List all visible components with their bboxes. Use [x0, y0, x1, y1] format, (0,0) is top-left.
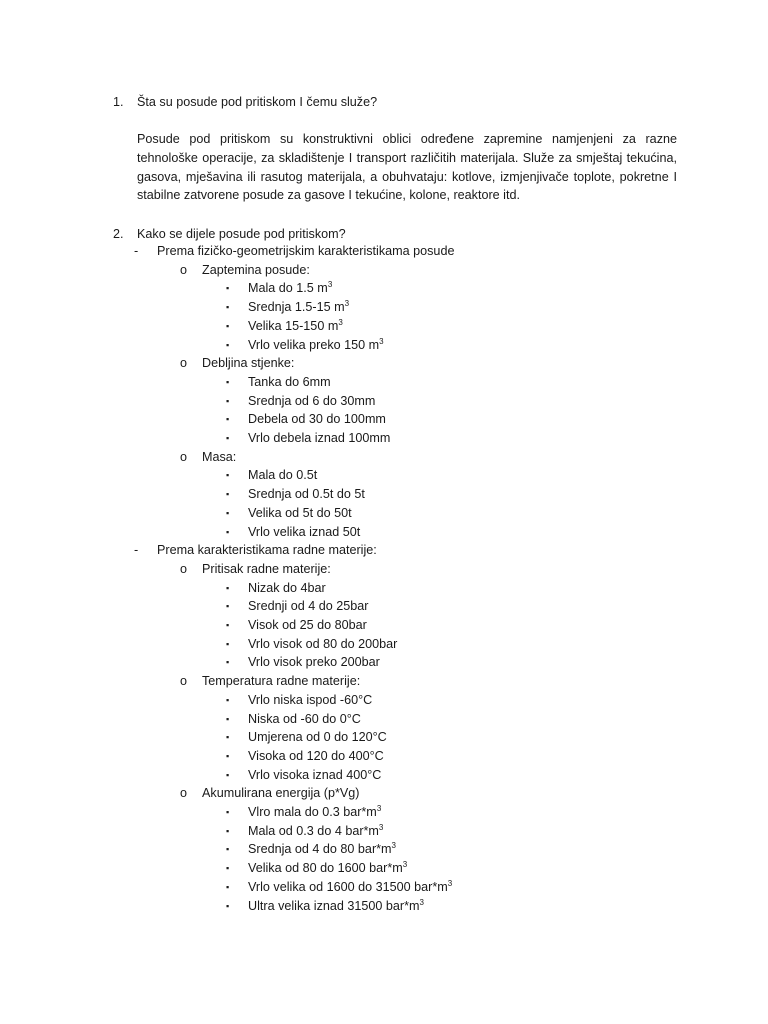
outline-label: Srednja od 6 do 30mm: [248, 393, 376, 408]
outline-text: [248, 710, 361, 729]
square-bullet: ▪: [226, 601, 230, 612]
outline-label: Velika 15-150 m: [248, 318, 339, 333]
outline-label: Masa:: [202, 449, 237, 464]
circle-bullet: o: [180, 356, 188, 371]
outline-text: [248, 822, 383, 841]
square-bullet: ▪: [226, 620, 230, 630]
superscript: 3: [378, 822, 384, 832]
square-bullet: ▪: [226, 732, 230, 743]
square-bullet: ▪: [226, 694, 230, 705]
outline-text: [248, 878, 452, 897]
outline-label: Debela od 30 do 100mm: [248, 412, 386, 427]
square-bullet: ▪: [226, 582, 230, 593]
outline-label: Visok od 25 do 80bar: [248, 618, 367, 632]
superscript: 3: [447, 878, 453, 888]
outline-text: [248, 485, 365, 504]
square-bullet: ▪: [226, 844, 230, 855]
square-bullet: ▪: [226, 376, 230, 387]
question-text: Šta su posude pod pritiskom I čemu služe?: [137, 95, 378, 109]
square-bullet: ▪: [226, 395, 230, 406]
outline-label: Zaptemina posude:: [202, 262, 310, 277]
outline-text: [202, 672, 360, 691]
superscript: 3: [379, 336, 384, 346]
outline-text: [157, 541, 377, 560]
outline-text: [202, 784, 360, 803]
superscript: 3: [338, 317, 343, 327]
square-bullet: ▪: [226, 414, 230, 425]
outline-text: [248, 298, 349, 317]
square-bullet: ▪: [226, 769, 230, 780]
square-bullet: ▪: [226, 881, 230, 892]
square-bullet: ▪: [226, 713, 230, 724]
outline-label: Vrlo velika od 1600 do 31500 bar*m: [248, 879, 448, 894]
square-bullet: ▪: [226, 638, 230, 649]
outline-text: [248, 392, 375, 411]
square-bullet: ▪: [226, 283, 230, 294]
outline-text: [248, 317, 343, 336]
square-bullet: ▪: [226, 339, 230, 350]
outline-label: Mala od 0.3 do 4 bar*m: [248, 823, 379, 838]
outline-label: Vrlo niska ispod -60°C: [248, 692, 373, 707]
outline-text: [248, 691, 372, 710]
square-bullet: ▪: [226, 489, 230, 500]
outline-text: [202, 261, 310, 280]
outline-label: Velika od 5t do 50t: [248, 505, 352, 520]
outline-label: Pritisak radne materije:: [202, 561, 331, 576]
outline-text: [248, 279, 332, 298]
outline-label: Prema karakteristikama radne materije:: [157, 543, 377, 558]
outline-text: [248, 766, 381, 785]
outline-label: Vrlo velika preko 150 m: [248, 337, 380, 352]
outline-text: [248, 747, 384, 766]
outline-text: [248, 616, 367, 635]
outline-text: [248, 504, 352, 523]
square-bullet: ▪: [226, 302, 230, 313]
outline-label: Nizak do 4bar: [248, 580, 326, 595]
outline-text: [202, 354, 294, 373]
outline-text: [248, 653, 380, 672]
square-bullet: ▪: [226, 900, 230, 911]
outline-text: [248, 803, 381, 822]
question-text: Kako se dijele posude pod pritiskom?: [137, 227, 346, 241]
outline-label: Vrlo visok od 80 do 200bar: [248, 636, 398, 651]
outline-text: [202, 448, 236, 467]
circle-bullet: o: [180, 561, 188, 576]
dash-bullet: -: [134, 543, 139, 558]
outline-label: Niska od -60 do 0°C: [248, 711, 361, 726]
outline-text: [248, 523, 360, 542]
outline-text: [248, 410, 386, 429]
outline-label: Tanka do 6mm: [248, 374, 331, 389]
outline-label: Vrlo velika iznad 50t: [248, 524, 361, 539]
outline-text: [248, 336, 384, 355]
circle-bullet: o: [180, 786, 188, 801]
outline-label: Temperatura radne materije:: [202, 674, 361, 689]
outline-label: Velika od 80 do 1600 bar*m: [248, 861, 403, 876]
outline-label: Srednja od 4 do 80 bar*m: [248, 842, 392, 857]
outline-label: Prema fizičko-geometrijskim karakteristikama posude: [157, 244, 455, 258]
outline-label: Vrlo visoka iznad 400°C: [248, 767, 382, 782]
outline-label: Mala do 0.5t: [248, 468, 318, 483]
square-bullet: ▪: [226, 657, 230, 668]
outline-text: [248, 728, 387, 747]
outline-text: [248, 373, 331, 392]
outline-label: Srednji od 4 do 25bar: [248, 599, 369, 614]
superscript: 3: [402, 860, 408, 870]
outline-label: Umjerena od 0 do 120°C: [248, 730, 387, 745]
answer-paragraph: Posude pod pritiskom su konstruktivni oblici određene zapremine namjenjeni za razne tehnološke operacije, za skladištenje I transport različitih materijala. Služe za smještaj tekućina, gasova, mješavina ili rasutog materijala, a obuhvataju: kotlove, izmjenjivače toplote, pokretne I stabilne zatvorene posude za gasove I tekućine, kolone, reaktore itd.: [137, 132, 677, 203]
circle-bullet: o: [180, 449, 188, 464]
outline-text: [248, 429, 390, 448]
square-bullet: ▪: [226, 825, 230, 836]
outline-text: [248, 597, 368, 616]
outline-label: Vlro mala do 0.3 bar*m: [248, 805, 377, 819]
superscript: 3: [327, 280, 333, 290]
question-number: 2.: [113, 227, 124, 241]
dash-bullet: -: [134, 244, 139, 258]
superscript: 3: [344, 299, 350, 309]
square-bullet: ▪: [226, 433, 230, 443]
outline-text: [157, 242, 454, 261]
outline-label: Vrlo visok preko 200bar: [248, 655, 380, 670]
outline-text: [248, 859, 407, 878]
outline-label: Srednja od 0.5t do 5t: [248, 487, 365, 502]
outline-text: [248, 635, 397, 654]
square-bullet: ▪: [226, 807, 230, 817]
outline-label: Srednja 1.5-15 m: [248, 300, 345, 315]
square-bullet: ▪: [226, 320, 230, 331]
superscript: 3: [391, 841, 396, 851]
outline-label: Visoka od 120 do 400°C: [248, 748, 384, 763]
outline-text: [248, 466, 317, 485]
circle-bullet: o: [180, 262, 188, 277]
square-bullet: ▪: [226, 750, 230, 761]
outline-label: Ultra velika iznad 31500 bar*m: [248, 898, 420, 913]
outline-label: Vrlo debela iznad 100mm: [248, 431, 391, 445]
square-bullet: ▪: [226, 863, 230, 874]
outline-label: Akumulirana energija (p*Vg): [202, 786, 360, 801]
circle-bullet: o: [180, 674, 188, 689]
outline-label: Mala do 1.5 m: [248, 281, 328, 296]
square-bullet: ▪: [226, 470, 230, 481]
outline-text: [248, 579, 326, 598]
superscript: 3: [419, 897, 424, 907]
outline-text: [248, 897, 424, 916]
outline-label: Debljina stjenke:: [202, 356, 295, 371]
outline-text: [248, 840, 396, 859]
question-number: 1.: [113, 95, 124, 109]
square-bullet: ▪: [226, 507, 230, 518]
outline-text: [202, 560, 331, 579]
square-bullet: ▪: [226, 526, 230, 537]
superscript: 3: [376, 804, 382, 813]
